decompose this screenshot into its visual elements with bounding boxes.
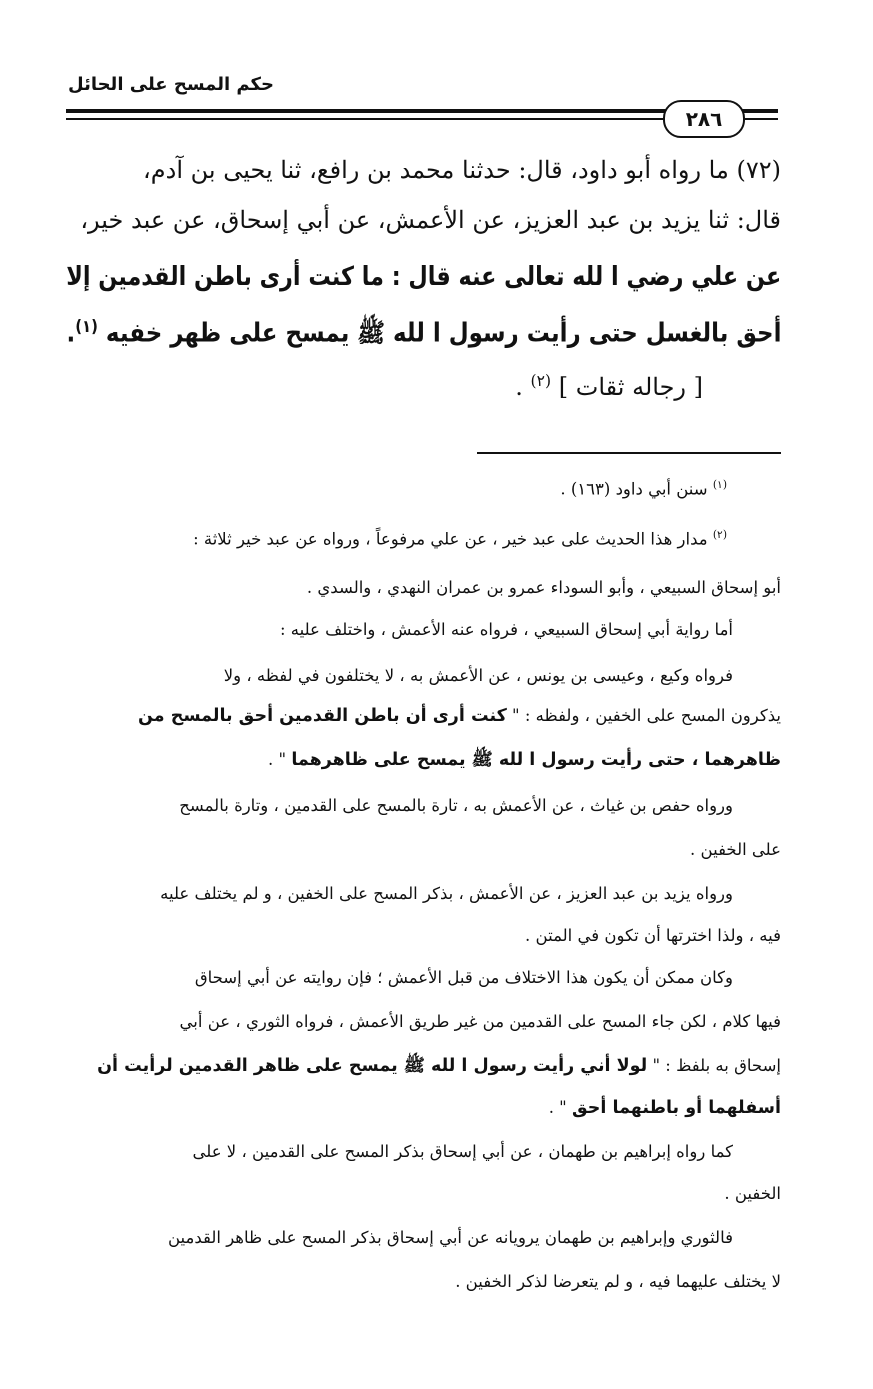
footnote-2-line: الخفين . [724,1184,781,1203]
footnote-2-quote: كنت أرى أن باطن القدمين أحق بالمسح من [138,706,507,726]
period: . [515,373,523,401]
footnote-2-line [97,1054,781,1080]
footnote-2-line: أبو إسحاق السبيعي ، وأبو السوداء عمرو بن عمران النهدي ، والسدي . [306,578,781,597]
hadith-matn-line-2 [66,316,781,355]
footnote-2-text: " . [267,750,287,769]
hadith-matn-text: أحق بالغسل حتى رأيت رسول ا لله ﷺ يمسح على ظهر خفيه [105,318,781,349]
footnote-2-number: (٢) [712,528,727,541]
footnote-2-line [138,706,781,726]
footnote-2-line: فالثوري وإبراهيم بن طهمان يرويانه عن أبي إسحاق بذكر المسح على ظاهر القدمين [167,1228,733,1247]
footnote-2-line: فرواه وكيع ، وعيسى بن يونس ، عن الأعمش به ، لا يختلفون في لفظه ، ولا [223,666,733,685]
footnote-2-line: وكان ممكن أن يكون هذا الاختلاف من قبل الأعمش ؛ فإن روايته عن أبي إسحاق [194,968,733,987]
footnote-ref-2: (٢) [530,372,552,390]
grading-line [515,372,703,401]
footnote-2-text: " . [548,1098,567,1117]
footnote-2-text: إسحاق به بلفظ : " [652,1056,781,1075]
footnote-separator [477,452,781,454]
footnote-2-line: لا يختلف عليهما فيه ، و لم يتعرضا لذكر الخفين . [455,1272,781,1291]
footnote-2-line [549,1098,781,1118]
footnote-2-line [193,528,727,549]
footnote-2-line: ورواه حفص بن غياث ، عن الأعمش به ، تارة بالمسح على القدمين ، وتارة بالمسح [179,796,733,815]
footnote-2-quote: لولا أني رأيت رسول ا لله ﷺ يمسح على ظاهر القدمين لرأيت أن [97,1056,648,1076]
period: . [66,318,75,349]
footnote-2-quote: ظاهرهما ، حتى رأيت رسول ا لله ﷺ يمسح على ظاهرهما [291,750,781,770]
footnote-2-line [268,748,781,774]
footnote-2-line: فيه ، ولذا اخترتها أن تكون في المتن . [525,926,781,945]
running-title: حكم المسح على الحائل [68,74,274,95]
footnote-1-number: (١) [712,478,727,491]
footnote-2-quote: أسفلهما أو باطنهما أحق [572,1098,781,1118]
hadith-matn-line-1: عن علي رضي ا لله تعالى عنه قال : ما كنت أرى باطن القدمين إلا [66,262,781,292]
footnote-2-text: مدار هذا الحديث على عبد خير ، عن علي مرفوعاً ، ورواه عن عبد خير ثلاثة : [193,529,708,549]
footnote-2-line: ورواه يزيد بن عبد العزيز ، عن الأعمش ، بذكر المسح على الخفين ، و لم يختلف عليه [160,884,733,903]
grading-text: [ رجاله ثقات ] [558,373,703,401]
footnote-2-line: على الخفين . [690,840,781,859]
hadith-isnad-line-1: (٧٢) ما رواه أبو داود، قال: حدثنا محمد بن رافع، ثنا يحيى بن آدم، [143,156,781,184]
footnote-1 [560,478,727,499]
page-number: ٢٨٦ [663,100,745,138]
footnote-1-text: سنن أبي داود (١٦٣) . [560,479,708,499]
footnote-ref-1: (١) [74,316,98,336]
footnote-2-text: يذكرون المسح على الخفين ، ولفظه : " [512,706,781,725]
footnote-2-line: أما رواية أبي إسحاق السبيعي ، فرواه عنه الأعمش ، واختلف عليه : [279,620,733,639]
footnote-2-line: فيها كلام ، لكن جاء المسح على القدمين من غير طريق الأعمش ، فرواه الثوري ، عن أبي [179,1012,781,1031]
footnote-2-line: كما رواه إبراهيم بن طهمان ، عن أبي إسحاق بذكر المسح على القدمين ، لا على [192,1142,733,1161]
hadith-isnad-line-2: قال: ثنا يزيد بن عبد العزيز، عن الأعمش، عن أبي إسحاق، عن عبد خير، [80,206,781,234]
